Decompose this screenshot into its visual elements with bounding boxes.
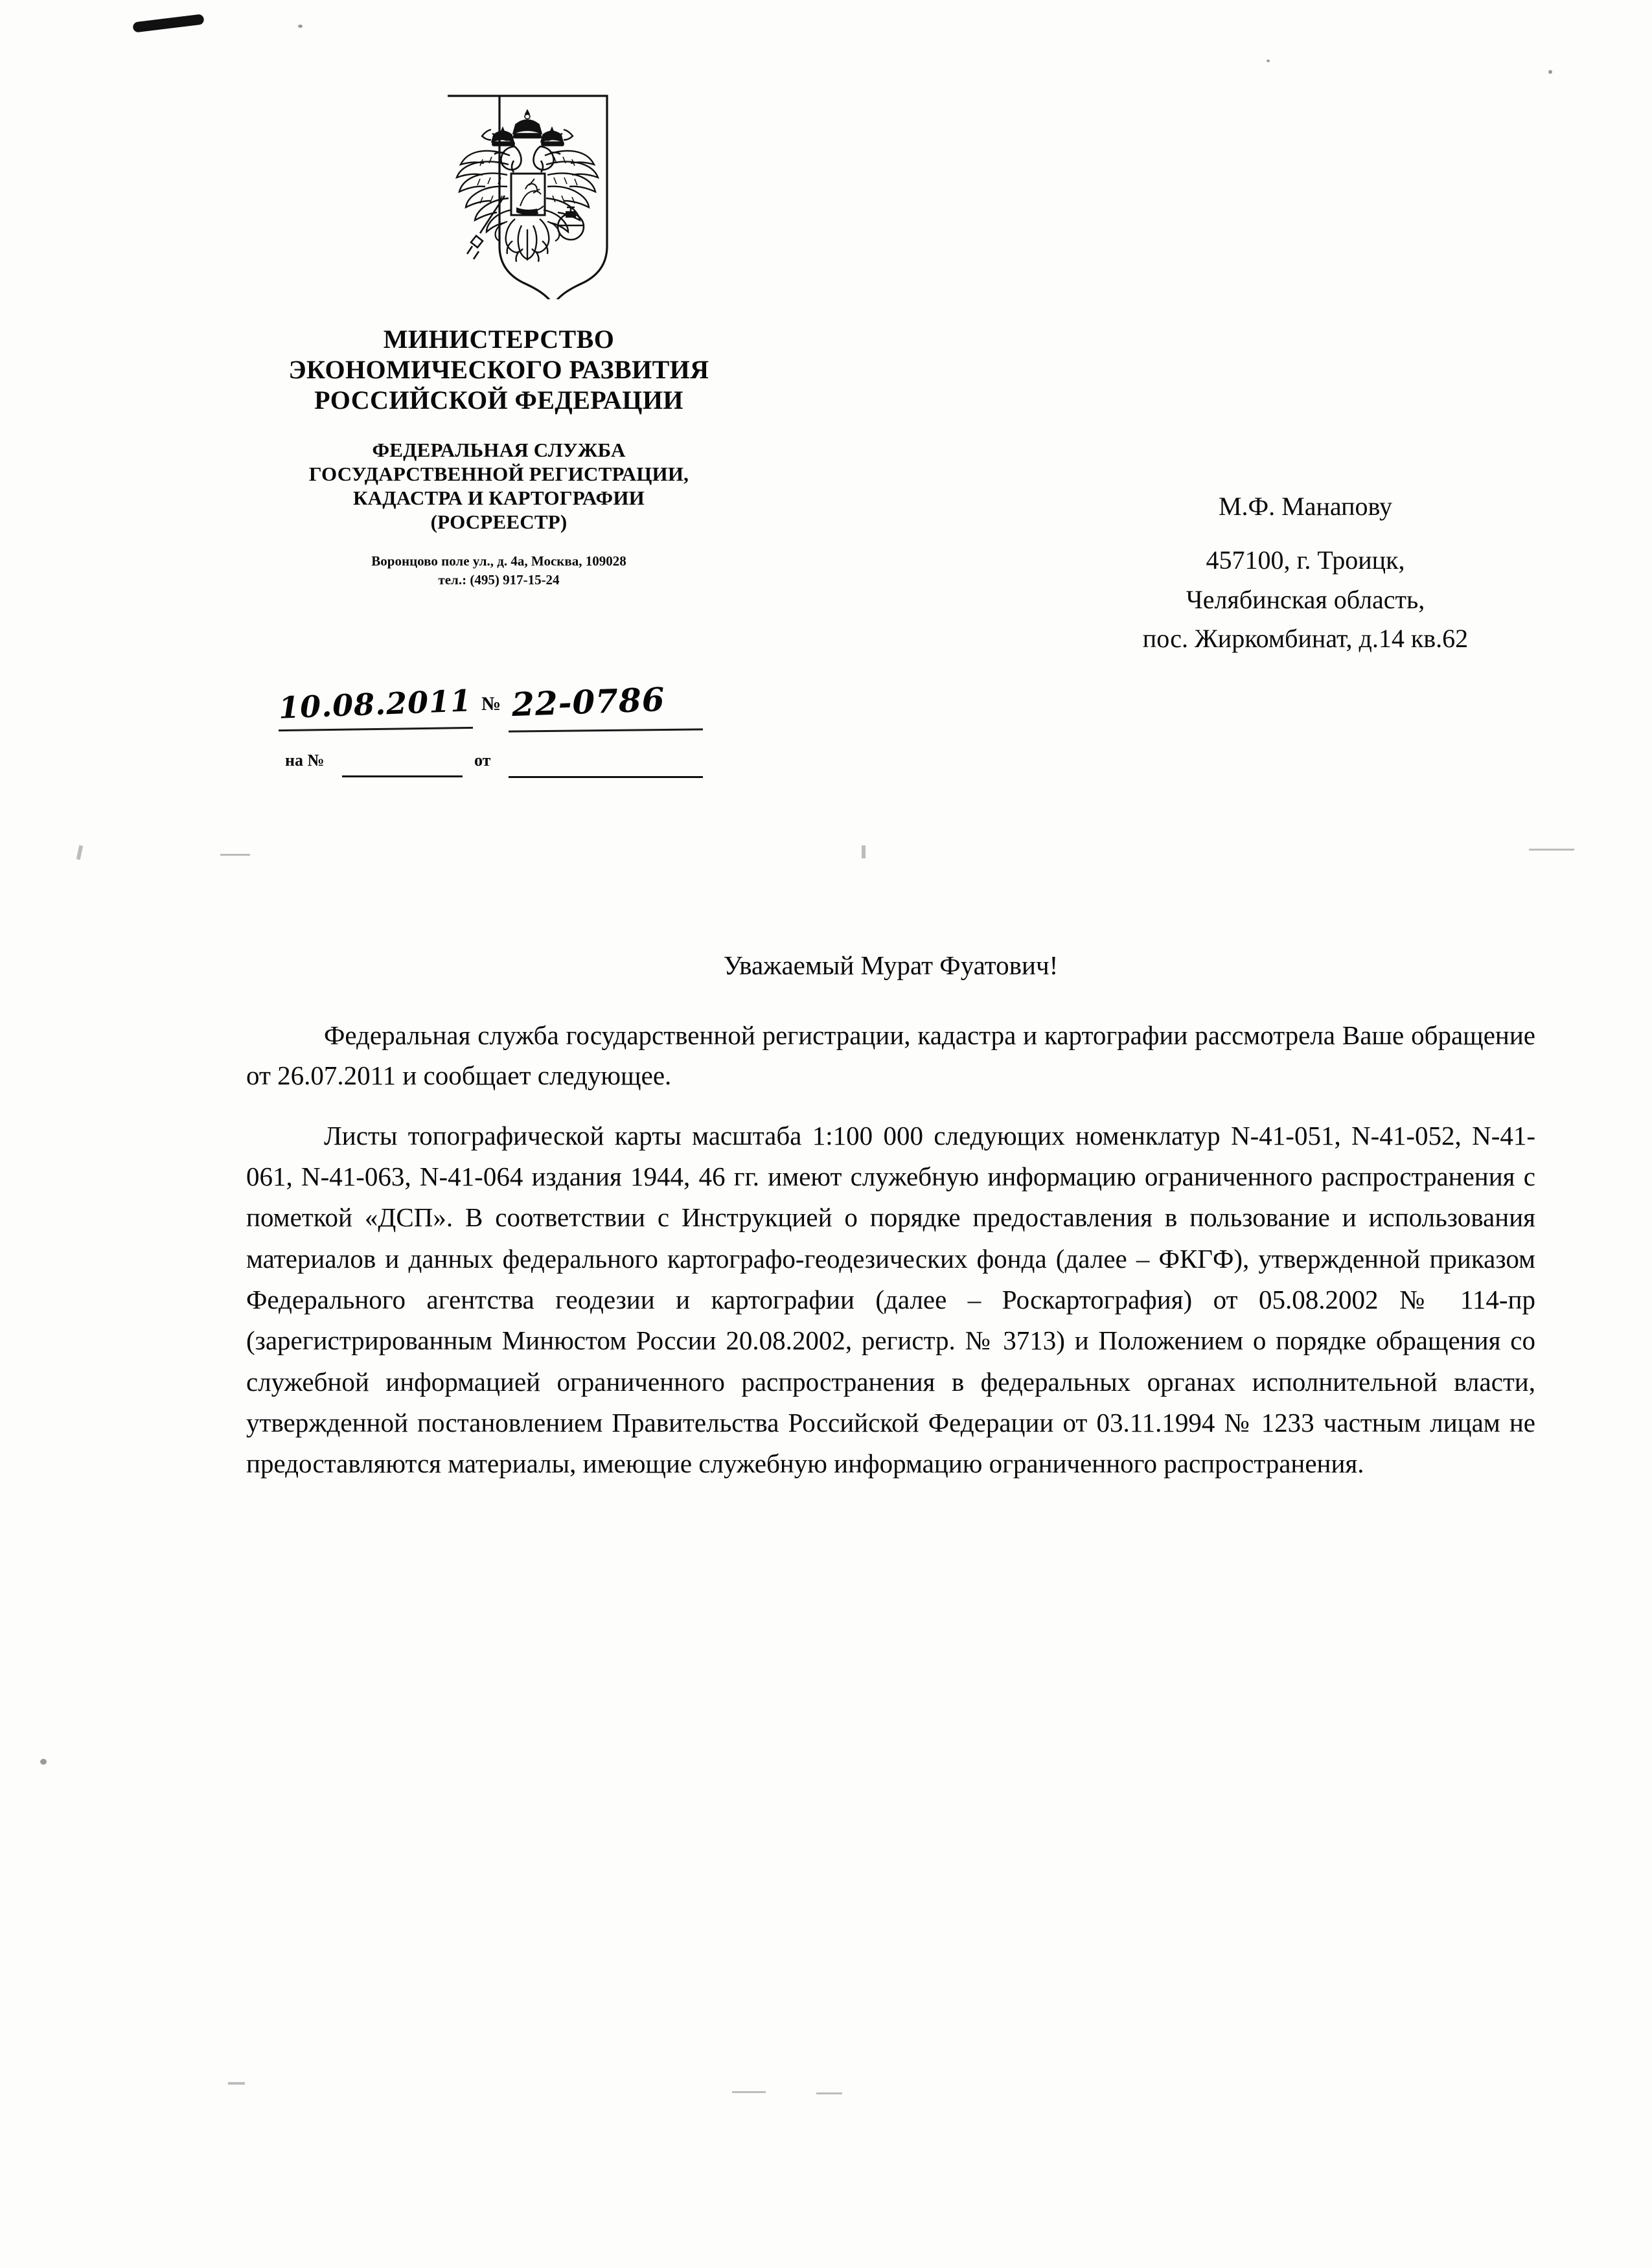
paragraph-2: Листы топографической карты масштаба 1:100 000 следующих номенклатур N-41-051, N-41-052, N-41-061, N-41-063, N-41-064 издания 1944, 46 гг. имеют служебную информацию ограниченного распространения с пометкой «ДСП». В соответствии с Инструкцией о порядке предоставления в пользование и использования материалов и данных федерального картографо-геодезических фонда (далее – ФКГФ), утвержденной приказом Федерального агентства геодезии и картографии (далее – Роскартография) от 05.08.2002 № 114-пр (зарегистрированным Минюстом России 20.08.2002, регистр. № 3713) и Положением о порядке обращения со служебной информацией ограниченного распространения в федеральных органах исполнительной власти, утвержденной постановлением Правительства Российской Федерации от 03.11.1994 № 1233 частным лицам не предоставляются материалы, имеющие служебную информацию ограниченного распространения.	[246, 1120, 1535, 1479]
registration-date-rule	[279, 727, 473, 731]
ministry-line-1: МИНИСТЕРСТВО	[383, 325, 615, 354]
ministry-line-2: ЭКОНОМИЧЕСКОГО РАЗВИТИЯ	[288, 355, 709, 385]
registration-date-handwritten: 10.08.2011	[278, 683, 473, 726]
agency-line-1: ФЕДЕРАЛЬНАЯ СЛУЖБА	[372, 438, 626, 461]
scan-dustline	[1529, 849, 1574, 851]
addressee-block	[1037, 487, 1574, 659]
scan-dustline	[76, 845, 83, 860]
addressee-name: М.Ф. Манапову	[1218, 492, 1393, 521]
agency-phone: тел.: (495) 917-15-24	[438, 571, 560, 588]
coat-of-arms-icon	[442, 92, 612, 299]
on-reference-label: на №	[285, 751, 325, 770]
agency-line-4: (РОСРЕЕСТР)	[430, 510, 568, 534]
salutation: Уважаемый Мурат Фуатович!	[723, 950, 1059, 980]
agency-line-3: КАДАСТРА И КАРТОГРАФИИ	[352, 486, 645, 509]
number-sign-label: №	[481, 693, 501, 715]
scan-speck	[298, 25, 303, 28]
from-date-rule	[509, 776, 703, 778]
agency-contact	[214, 552, 784, 589]
registration-number-handwritten: 22-0786	[511, 680, 666, 724]
paragraph-1: Федеральная служба государственной регистрации, кадастра и картографии рассмотрела Ваше обращение от 26.07.2011 и сообщает следующее.	[246, 1020, 1535, 1091]
agency-name	[214, 438, 784, 534]
scan-speck	[40, 1759, 47, 1765]
scan-dustline	[816, 2092, 842, 2094]
scan-dustline	[220, 854, 250, 856]
registration-line	[278, 680, 771, 732]
ministry-name	[214, 324, 784, 416]
on-reference-rule	[342, 775, 463, 777]
from-date-label: от	[474, 751, 491, 770]
agency-address: Воронцово поле ул., д. 4а, Москва, 109028	[371, 553, 626, 569]
letter-body	[246, 952, 1535, 1504]
addressee-address-line-1: 457100, г. Троицк,	[1206, 545, 1405, 575]
ministry-line-3: РОССИЙСКОЙ ФЕДЕРАЦИИ	[314, 385, 683, 415]
reference-line	[285, 747, 764, 786]
scan-dustline	[228, 2082, 245, 2085]
scan-speck	[1267, 60, 1270, 62]
registration-number-rule	[509, 728, 703, 732]
addressee-address-line-3: пос. Жиркомбинат, д.14 кв.62	[1142, 624, 1469, 654]
addressee-address-line-2: Челябинская область,	[1186, 584, 1425, 614]
scan-speck	[1548, 70, 1552, 74]
scan-dustline	[732, 2091, 766, 2093]
scan-dustline	[862, 845, 866, 858]
agency-line-2: ГОСУДАРСТВЕННОЙ РЕГИСТРАЦИИ,	[308, 462, 689, 485]
letterhead	[214, 324, 784, 589]
scan-artifact-mark	[132, 14, 204, 32]
